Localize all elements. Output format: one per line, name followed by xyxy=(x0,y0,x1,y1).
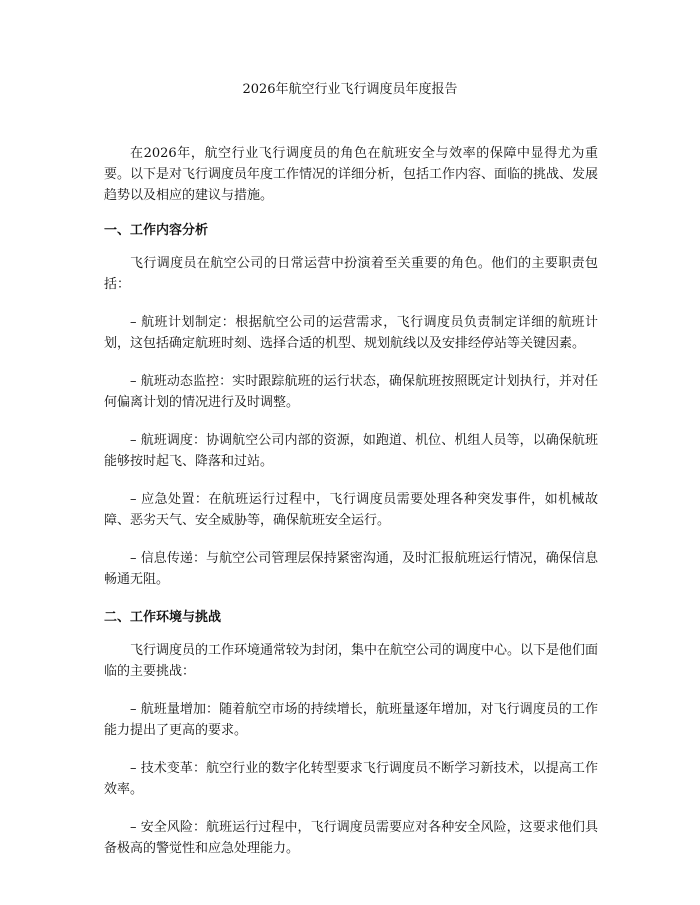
list-item: – 技术变革：航空行业的数字化转型要求飞行调度员不断学习新技术，以提高工作效率。 xyxy=(104,761,598,797)
list-item: – 信息传递：与航空公司管理层保持紧密沟通，及时汇报航班运行情况，确保信息畅通无阻。 xyxy=(104,551,598,587)
section-work-content xyxy=(104,220,598,590)
document-title: 2026年航空行业飞行调度员年度报告 xyxy=(242,82,458,97)
list-item: – 安全风险：航班运行过程中，飞行调度员需要应对各种安全风险，这要求他们具备极高的警觉性和应急处理能力。 xyxy=(104,820,598,856)
section-heading: 二、工作环境与挑战 xyxy=(104,610,222,625)
list-item: – 航班量增加：随着航空市场的持续增长，航班量逐年增加，对飞行调度员的工作能力提出了更高的要求。 xyxy=(104,702,598,738)
section-environment-challenges xyxy=(104,607,598,859)
document-body xyxy=(104,143,598,876)
intro-paragraph: 在2026年，航空行业飞行调度员的角色在航班安全与效率的保障中显得尤为重要。以下是对飞行调度员年度工作情况的详细分析，包括工作内容、面临的挑战、发展趋势以及相应的建议与措施。 xyxy=(104,146,599,203)
section-lead-paragraph: 飞行调度员的工作环境通常较为封闭，集中在航空公司的调度中心。以下是他们面临的主要挑战： xyxy=(104,643,599,679)
list-item: – 应急处置：在航班运行过程中，飞行调度员需要处理各种突发事件，如机械故障、恶劣天气、安全威胁等，确保航班安全运行。 xyxy=(104,492,598,528)
section-heading: 一、工作内容分析 xyxy=(104,223,209,238)
list-item: – 航班调度：协调航空公司内部的资源，如跑道、机位、机组人员等，以确保航班能够按时起飞、降落和过站。 xyxy=(104,433,598,469)
section-lead-paragraph: 飞行调度员在航空公司的日常运营中扮演着至关重要的角色。他们的主要职责包括： xyxy=(104,256,598,292)
list-item: – 航班动态监控：实时跟踪航班的运行状态，确保航班按照既定计划执行，并对任何偏离计划的情况进行及时调整。 xyxy=(104,374,598,410)
list-item: – 航班计划制定：根据航空公司的运营需求，飞行调度员负责制定详细的航班计划，这包括确定航班时刻、选择合适的机型、规划航线以及安排经停站等关键因素。 xyxy=(104,315,598,351)
